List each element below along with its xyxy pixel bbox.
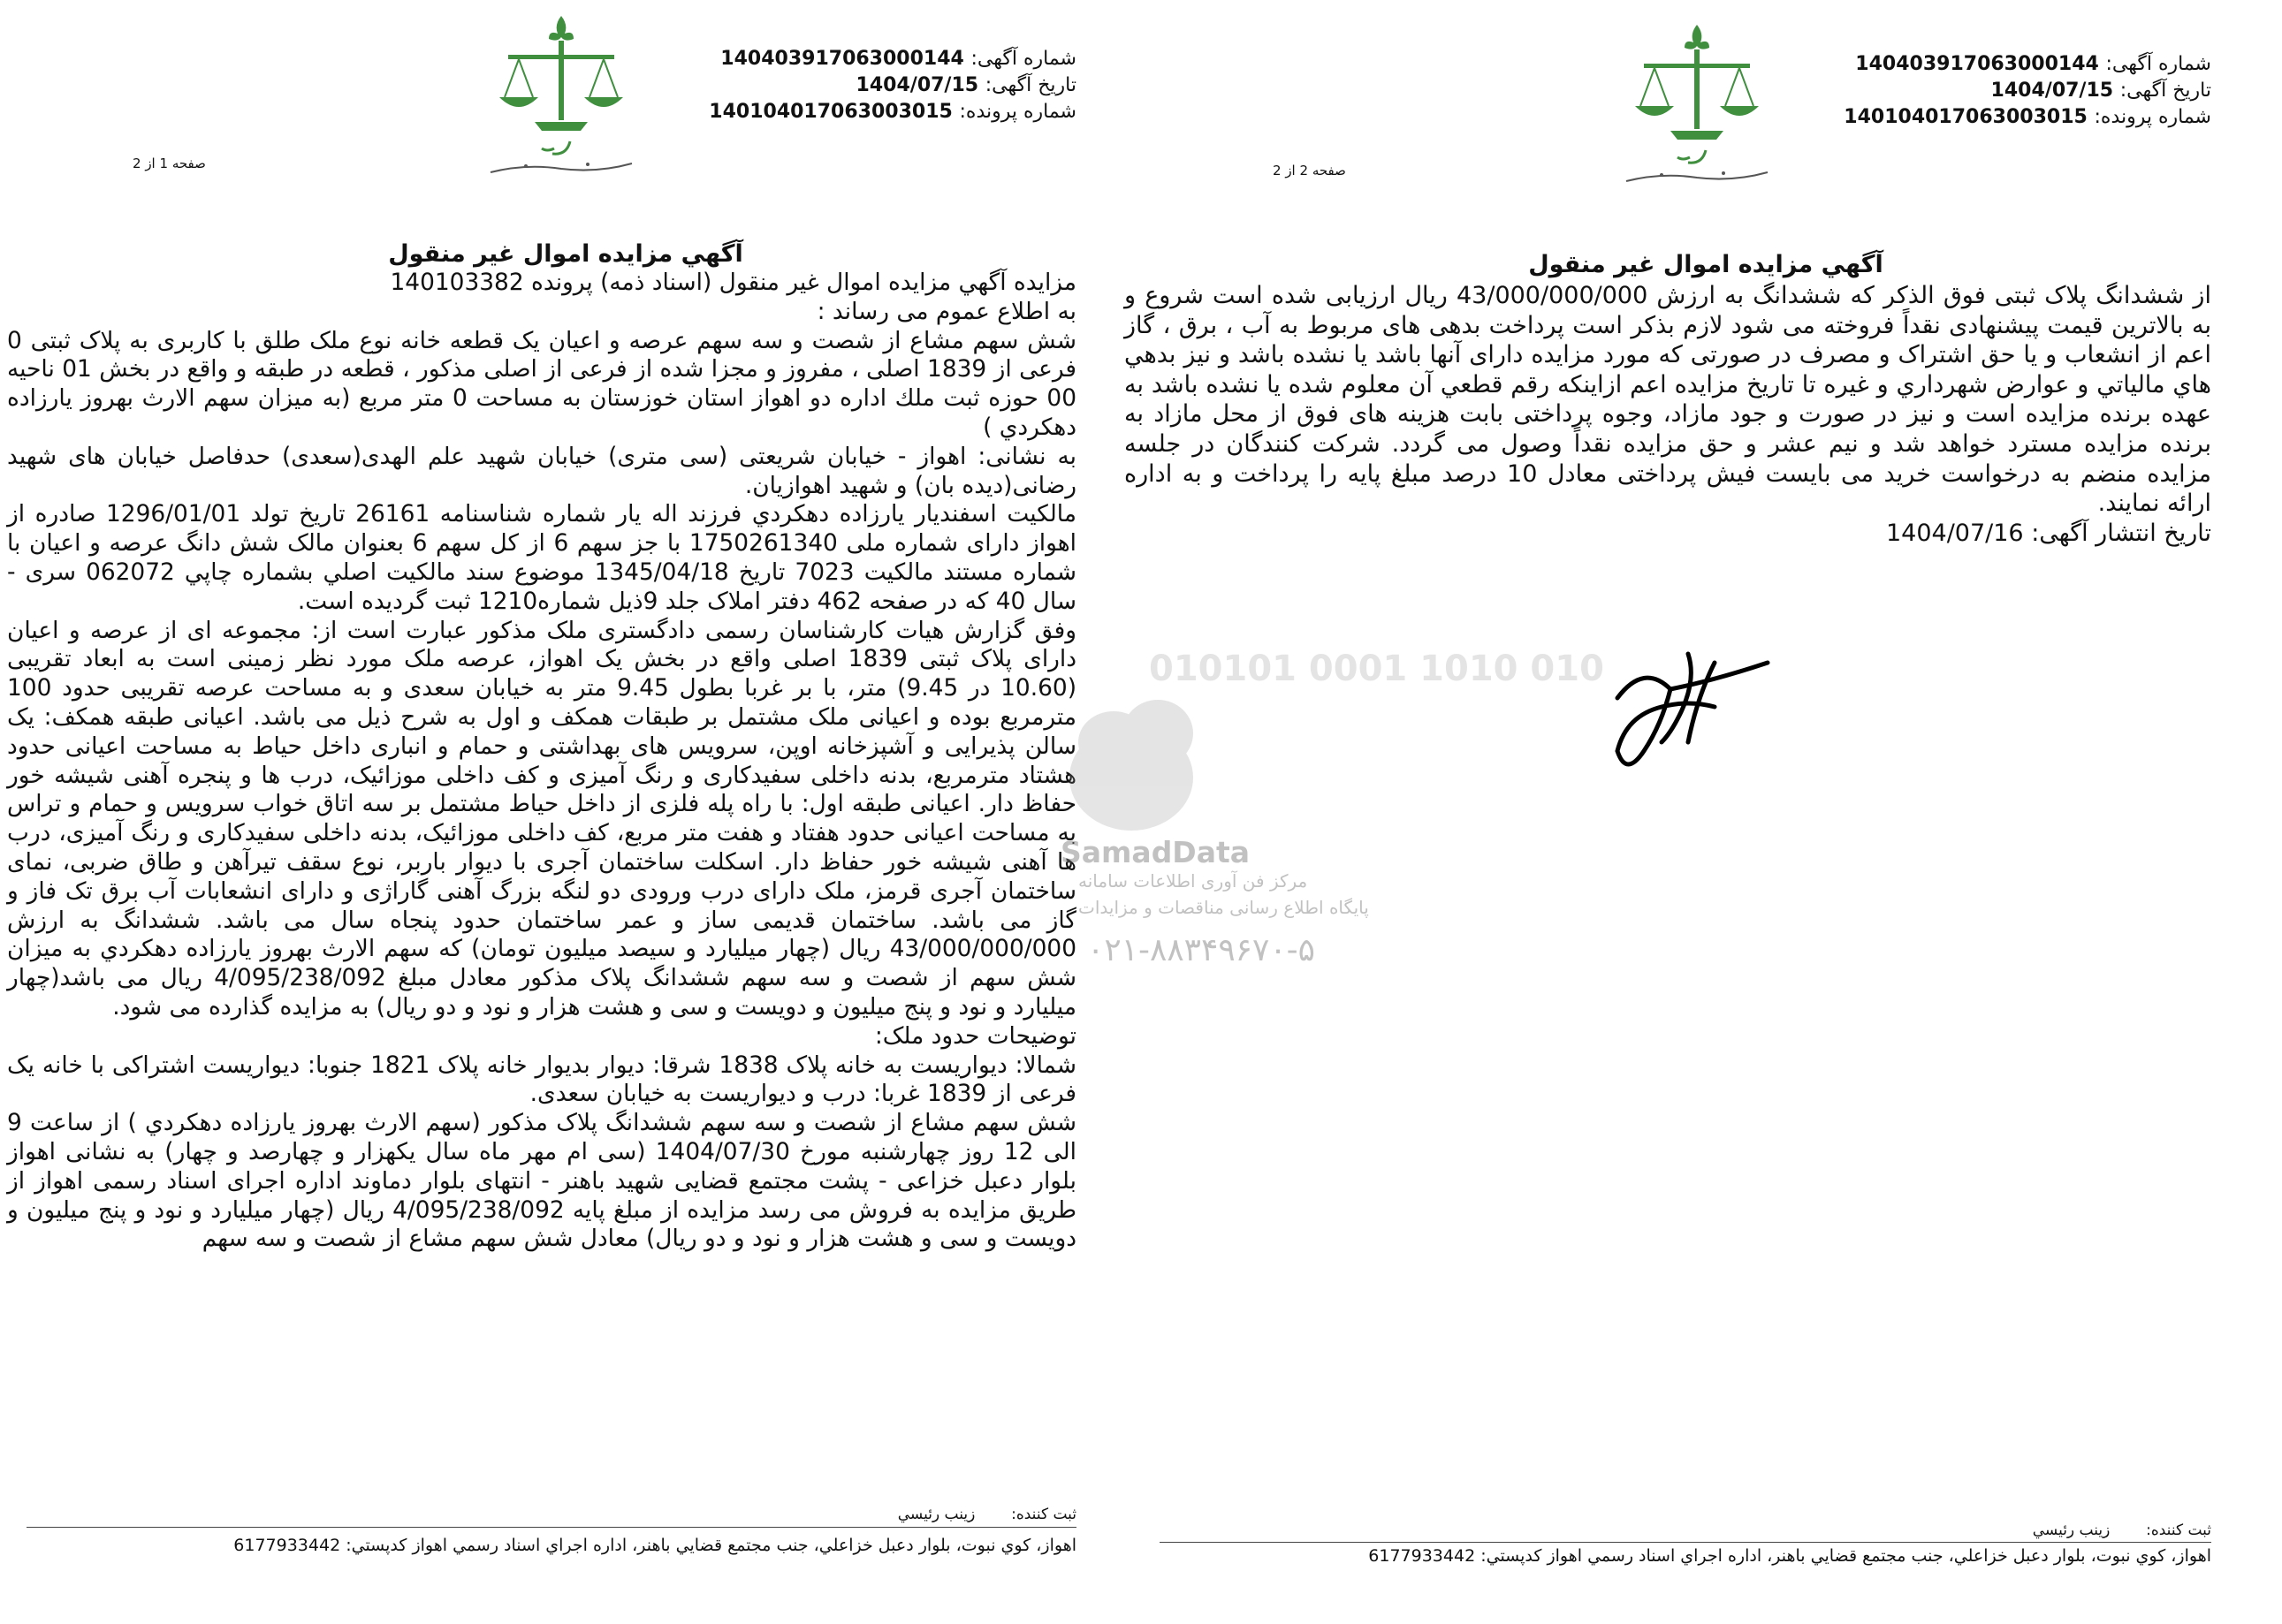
body-paragraph: شش سهم مشاع از شصت و سه سهم ششدانگ پلاک مذکور (سهم الارث بهروز يارزاده دهكردي ) از ساعت 9 الی 12 روز چهارشنبه مورخ 1404/07/30 (سی ام مهر ماه سال یکهزار و چهارصد و چهار) به نشانی اهواز بلوار دعبل خزاعی - پشت مجتمع قضایی شهید باهنر - انتهای بلوار دماوند اداره اجرای اسناد رسمی اهواز از طریق مزایده به فروش می رسد مزایده از مبلغ پایه 4/095/238/092 ریال (چهار میلیارد و نود و پنج میلیون و دویست و سی و هشت هزار و نود و دو ریال) معادل شش سهم مشاع از شصت و سه سهم <box>7 1109 1077 1253</box>
case-number: 140104017063003015 <box>709 101 953 123</box>
page-number: صفحه 1 از 2 <box>133 156 206 171</box>
body-paragraph: توضیحات حدود ملک: <box>874 1021 1076 1050</box>
footer-address: اهواز، كوي نبوت، بلوار دعبل خزاعلي، جنب مجتمع قضايي باهنر، اداره اجراي اسناد رسمي اهواز كدپستي: 6177933442 <box>233 1536 1076 1555</box>
judiciary-emblem-icon <box>1609 18 1785 194</box>
case-number: 140104017063003015 <box>1844 106 2088 128</box>
page-1-of-2 <box>0 0 1140 1624</box>
body-paragraph: وفق گزارش هیات کارشناسان رسمی دادگستری ملک مذکور عبارت است از: مجموعه ای از عرصه و اعیان دارای پلاک ثبتی 1839 اصلی واقع در بخش یک اهواز، عرصه ملک مورد نظر زمینی است به ابعاد تقریبی (10.60 در 9.45) متر، با بر غربا بطول 9.45 متر به خیابان سعدی و به مساحت عرصه تقریبی حدود 100 مترمربع بوده و اعیانی ملک مشتمل بر طبقات همکف و اول به شرح ذیل می باشد. اعیانی طبقه همکف: یک سالن پذیرایی و آشپزخانه اوپن، سرویس های بهداشتی و حمام و انباری داخل حیاط به مساحت اعیانی حدود هشتاد مترمربع، بدنه داخلی سفیدکاری و رنگ آمیزی و کف داخلی موزائیک، درب ها و پنجره آهنی شیشه خور حفاظ دار. اعیانی طبقه اول: با راه پله فلزی از داخل حیاط مشتمل بر سه اتاق خواب سرویس و حمام و تراس به مساحت اعیانی حدود هفتاد و هفت متر مربع، کف داخلی موزائیک، بدنه داخلی سفیدکاری و رنگ آمیزی، درب ها آهنی شیشه خور حفاظ دار. اسکلت ساختمان آجری با دیوار باربر، نوع سقف تیرآهن و طاق ضربی، نمای ساختمان آجری قرمز، ملک دارای درب ورودی دو لنگه بزرگ آهنی گاراژی و دارای انشعابات آب برق تک فاز و گاز می باشد. ساختمان قدیمی ساز و عمر ساختمان حدود پنجاه سال می باشد. ششدانگ به ارزش 43/000/000/000 ریال (چهار میلیارد و سیصد میلیون تومان) که سهم الارث بهروز يارزاده دهكردي به میزان شش سهم از شصت و سه سهم ششدانگ پلاک مذکور معادل مبلغ 4/095/238/092 ریال می باشد(چهار میلیارد و نود و پنج میلیون و دویست و سی و هشت هزار و نود و دو ریال) به مزایده گذارده می شود. <box>7 616 1077 1021</box>
ad-date: 1404/07/15 <box>856 74 979 96</box>
header-meta <box>1844 51 2211 131</box>
ad-date: 1404/07/15 <box>1990 80 2114 102</box>
footer-divider <box>1160 1542 2211 1543</box>
body-paragraph: به اطلاع عموم می رساند : <box>817 297 1076 325</box>
notice-title: آگهي مزايده اموال غير منقول <box>1528 251 1883 278</box>
body-paragraph: به نشانی: اهواز - خیابان شریعتی (سی متری) خیابان شهید علم الهدی(سعدی) حدفاصل خیابان های شهید رضانی(دیده بان) و شهید اهوازیان. <box>7 442 1076 499</box>
ad-date-label: تاریخ آگهی: <box>2119 80 2211 102</box>
page-number: صفحه 2 از 2 <box>1273 163 1346 178</box>
case-number-label: شماره پرونده: <box>959 101 1076 123</box>
publish-date: تاریخ انتشار آگهی: 1404/07/16 <box>1885 519 2211 547</box>
registrar-label: ثبت کننده: <box>1011 1506 1076 1523</box>
watermark-digits: 010101 0001 1010 010 <box>1149 649 1604 689</box>
notice-body <box>1124 281 2211 548</box>
judiciary-emblem-icon <box>473 9 650 186</box>
body-paragraph: از ششدانگ پلاک ثبتی فوق الذکر که ششدانگ به ارزش 43/000/000/000 ریال ارزیابی شده است شروع و به بالاترین قیمت پیشنهادی نقداً فروخته می شود لازم بذکر است پرداخت بدهی های مربوط به آب ، برق ، گاز اعم از انشعاب و یا حق اشتراک و مصرف در صورتی که مورد مزایده دارای آنها باشد یا نشده باشد و نیز بدهي هاي مالياتي و عوارض شهرداري و غيره تا تاریخ مزایده اعم ازاینکه رقم قطعي آن معلوم شده یا نشده باشد به عهده برنده مزایده است و نیز در صورت و جود مازاد، وجوه پرداختی بابت هزینه های فوق از محل مازاد به برنده مزایده مسترد خواهد شد و نیم عشر و حق مزایده نقداً وصول می گردد. شرکت کنندگان در جلسه مزایده منضم به درخواست خرید می بایست فیش پرداختی معادل 10 درصد مبلغ پایه را پرداخت و به اداره ارائه نمایند. <box>1124 282 2211 518</box>
footer-address: اهواز، كوي نبوت، بلوار دعبل خزاعلي، جنب مجتمع قضايي باهنر، اداره اجراي اسناد رسمي اهواز كدپستي: 6177933442 <box>1368 1546 2211 1566</box>
body-paragraph: شمالا: دیواریست به خانه پلاک 1838 شرقا: دیوار بدیوار خانه پلاک 1821 جنوبا: دیواریست اشتراکی با خانه یک فرعی از 1839 غربا: درب و دیواریست به خیابان سعدی. <box>7 1051 1076 1108</box>
registrar-name: زينب رئيسي <box>2032 1522 2111 1539</box>
ad-number-label: شماره آگهی: <box>970 48 1076 70</box>
body-paragraph: مزايده آگهي مزايده اموال غير منقول (اسناد ذمه) پرونده 140103382 <box>390 269 1076 296</box>
watermark-line2: پایگاه اطلاع رسانی مناقصات و مزایدات <box>1078 897 1369 918</box>
footer-divider <box>27 1527 1076 1528</box>
body-paragraph: مالکیت اسفنديار يارزاده دهكردي فرزند اله يار شماره شناسنامه 26161 تاریخ تولد 1296/01/01 صادره از اهواز دارای شماره ملی 1750261340 با جز سهم 6 از کل سهم 6 بعنوان مالک شش دانگ عرصه و اعیان با شماره مستند مالكيت 7023 تاريخ 1345/04/18 موضوع سند مالكيت اصلي بشماره چاپي 062072 سری - سال 40 که در صفحه 462 دفتر املاک جلد 9ذیل شماره1210 ثبت گردیده است. <box>7 500 1076 615</box>
registrar <box>2033 1522 2211 1539</box>
watermark-phone: ۰۲۱-۸۸۳۴۹۶۷۰-۵ <box>1087 932 1316 968</box>
header-meta <box>709 46 1076 125</box>
body-paragraph: شش سهم مشاع از شصت و سه سهم عرصه و اعیان یک قطعه خانه نوع ملک طلق با کاربری به پلاک ثبتی 0 فرعی از 1839 اصلی ، مفروز و مجزا شده از فرعی از اصلی مذکور ، قطعه در طبقه و واقع در بخش 01 ناحیه 00 حوزه ثبت ملك اداره دو اهواز استان خوزستان به مساحت 0 متر مربع (به میزان سهم الارث بهروز يارزاده دهكردي ) <box>7 326 1076 441</box>
notice-body <box>7 269 1076 1254</box>
registrar-label: ثبت کننده: <box>2146 1522 2211 1539</box>
watermark-line1: مرکز فن آوری اطلاعات سامانه <box>1078 870 1308 892</box>
registrar-name: زينب رئيسي <box>897 1506 976 1523</box>
ad-date-label: تاریخ آگهی: <box>985 74 1076 96</box>
ad-number: 140403917063000144 <box>1855 53 2099 75</box>
ad-number: 140403917063000144 <box>720 48 964 70</box>
signature-icon <box>1582 636 1794 778</box>
registrar <box>898 1506 1076 1523</box>
watermark-brand: SamadData <box>1061 835 1251 869</box>
ad-number-label: شماره آگهی: <box>2105 53 2211 75</box>
notice-title: آگهي مزايده اموال غير منقول <box>388 240 743 268</box>
case-number-label: شماره پرونده: <box>2094 106 2211 128</box>
